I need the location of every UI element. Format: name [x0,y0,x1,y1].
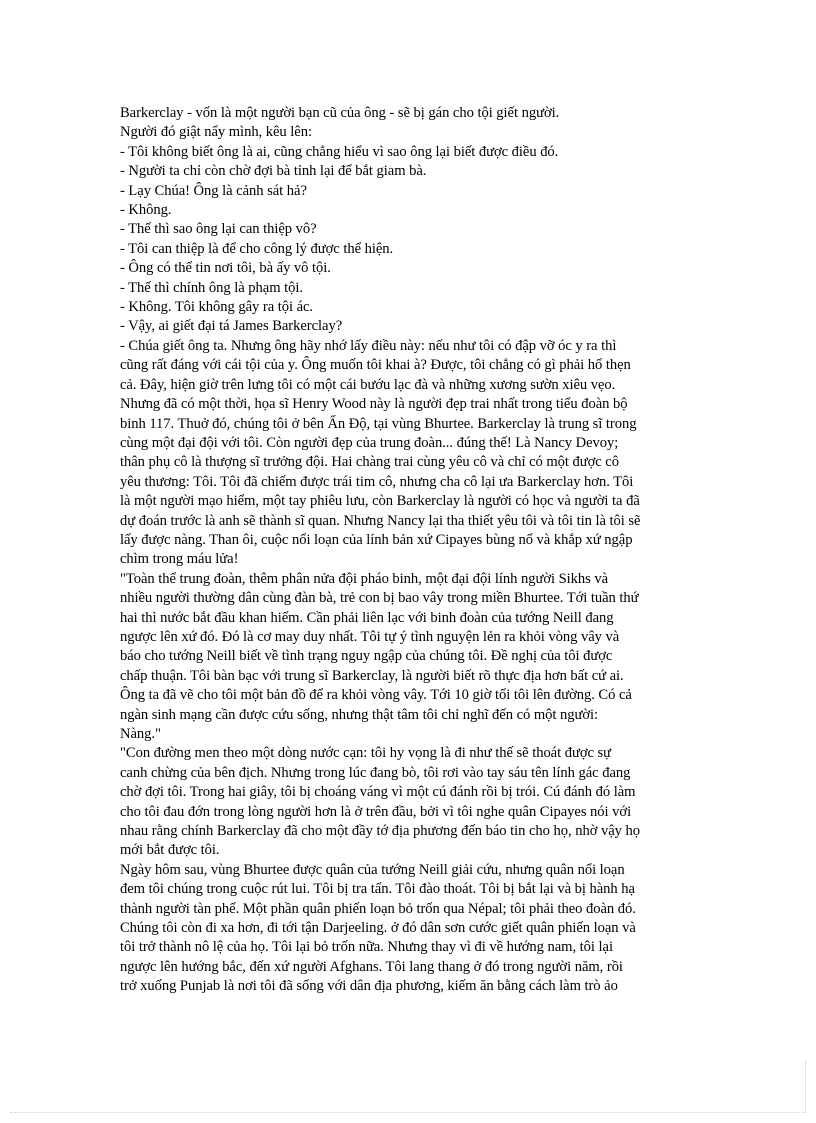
text-line: - Không. Tôi không gây ra tội ác. [120,299,314,316]
text-line: chấp thuận. Tôi bàn bạc với trung sĩ Barkerclay, là người biết rõ thực địa hơn bất cứ ai. [120,667,624,684]
text-line: nhiều người thường dân cùng đàn bà, trẻ con bị bao vây trong miền Bhurtee. Tới tuần thứ [120,590,639,607]
text-line: - Chúa giết ông ta. Nhưng ông hãy nhớ lấy điều này: nếu như tôi có đập vỡ óc y ra thì [120,337,617,354]
text-line: - Không. [120,202,172,219]
text-line: "Toàn thể trung đoàn, thêm phân nửa đội pháo binh, một đại đội lính người Sikhs và [120,570,609,587]
text-line: ngàn sinh mạng cần được cứu sống, nhưng thật tâm tôi chỉ nghĩ đến có một người: [120,706,599,723]
text-line: lấy được nàng. Than ôi, cuộc nổi loạn của lính bản xứ Cipayes bùng nổ và khắp xứ ngập [120,531,633,548]
text-line: - Lạy Chúa! Ông là cảnh sát hả? [120,182,307,199]
text-line: báo cho tướng Neill biết về tình trạng nguy ngập của chúng tôi. Đề nghị của tôi được [120,648,613,665]
text-line: ngược lên hướng bắc, đến xứ người Afghans. Tôi lang thang ở đó trong người năm, rồi [120,958,623,975]
text-line: nhau rằng chính Barkerclay đã cho một đầy tớ địa phương đến báo tin cho họ, nhờ vậy họ [120,823,640,840]
text-line: mới bắt được tôi. [120,842,220,859]
text-line: Nàng." [120,726,161,742]
text-line: Ngày hôm sau, vùng Bhurtee được quân của tướng Neill giải cứu, nhưng quân nổi loạn [120,861,625,878]
text-line: chờ đợi tôi. Trong hai giây, tôi bị choáng váng vì một cú đánh rồi bị trói. Cú đánh đó làm [120,784,636,801]
text-line: - Vậy, ai giết đại tá James Barkerclay? [120,318,343,335]
text-line: - Thế thì chính ông là phạm tội. [120,279,303,296]
text-line: Barkerclay - vốn là một người bạn cũ của ông - sẽ bị gán cho tội giết người. [120,105,560,121]
text-line: cả. Đây, hiện giờ trên lưng tôi có một cái bướu lạc đà và những xương sườn xiêu vẹo. [120,376,616,393]
text-line: thành người tàn phế. Một phần quân phiến loạn bỏ trốn qua Népal; tôi phải theo đoàn đó. [120,900,636,917]
text-line: "Con đường men theo một dòng nước cạn: tôi hy vọng là đi như thế sẽ thoát được sự [120,745,612,762]
text-line: - Người ta chỉ còn chờ đợi bà tỉnh lại để bắt giam bà. [120,163,427,180]
text-line: canh chừng của bên địch. Nhưng trong lúc đang bò, tôi rơi vào tay sáu tên lính gác đang [120,764,631,781]
text-line: đem tôi chúng trong cuộc rút lui. Tôi bị tra tấn. Tôi đào thoát. Tôi bị bắt lại và bị hành hạ [120,881,635,898]
text-line: binh 117. Thuở đó, chúng tôi ở bên Ấn Độ, tại vùng Bhurtee. Barkerclay là trung sĩ trong [120,415,637,432]
text-line: dự đoán trước là anh sẽ thành sĩ quan. Nhưng Nancy lại tha thiết yêu tôi và tôi tin là tôi sẽ [120,512,641,529]
text-line: cho tôi đau đớn trong lòng người hơn là ở trên đầu, bởi vì tôi nghe quân Cipayes nói với [120,803,632,820]
text-line: tôi trở thành nô lệ của họ. Tôi lại bỏ trốn nữa. Nhưng thay vì đi về hướng nam, tôi lại [120,939,613,956]
text-line: trở xuống Punjab là nơi tôi đã sống với dân địa phương, kiếm ăn bằng cách làm trò ảo [120,978,618,995]
text-line: Nhưng đã có một thời, họa sĩ Henry Wood này là người đẹp trai nhất trong tiểu đoàn bộ [120,396,628,413]
text-line: ngược lên xứ đó. Đó là cơ may duy nhất. Tôi tự ý tình nguyện lẻn ra khỏi vòng vây và [120,628,620,645]
text-line: - Tôi can thiệp là để cho công lý được thể hiện. [120,240,394,257]
text-line: là một người mạo hiểm, một tay phiêu lưu, còn Barkerclay là người có học và người ta đã [120,493,640,510]
text-line: Người đó giật nẩy mình, kêu lên: [120,124,312,141]
page-right-border [805,1060,806,1112]
text-line: - Thế thì sao ông lại can thiệp vô? [120,221,317,238]
text-line: yêu thương: Tôi. Tôi đã chiếm được trái tim cô, nhưng cha cô lại ưa Barkerclay hơn. Tôi [120,473,634,490]
text-line: thân phụ cô là thượng sĩ trưởng đội. Hai chàng trai cùng yêu cô và chỉ có một được cô [120,454,619,471]
page-bottom-border [10,1112,806,1113]
text-line: hai thì nước bắt đầu khan hiếm. Cần phải liên lạc với binh đoàn của tướng Neill đang [120,609,614,626]
document-body [120,104,712,997]
text-line: - Tôi không biết ông là ai, cũng chẳng hiểu vì sao ông lại biết được điều đó. [120,143,559,160]
text-line: cũng rất đáng với cái tội của y. Ông muốn tôi khai à? Được, tôi chẳng có gì phải hổ thẹn [120,357,631,374]
text-line: cùng một đại đội với tôi. Còn người đẹp của trung đoàn... đúng thế! Là Nancy Devoy; [120,434,619,451]
text-line: Chúng tôi còn đi xa hơn, đi tới tận Darjeeling. ở đó dân sơn cước giết quân phiến loạn và [120,920,636,937]
text-line: chìm trong máu lửa! [120,551,239,568]
text-line: - Ông có thể tin nơi tôi, bà ấy vô tội. [120,260,331,277]
text-line: Ông ta đã vẽ cho tôi một bản đồ để ra khỏi vòng vây. Tới 10 giờ tối tôi lên đường. Có cả [120,687,632,704]
